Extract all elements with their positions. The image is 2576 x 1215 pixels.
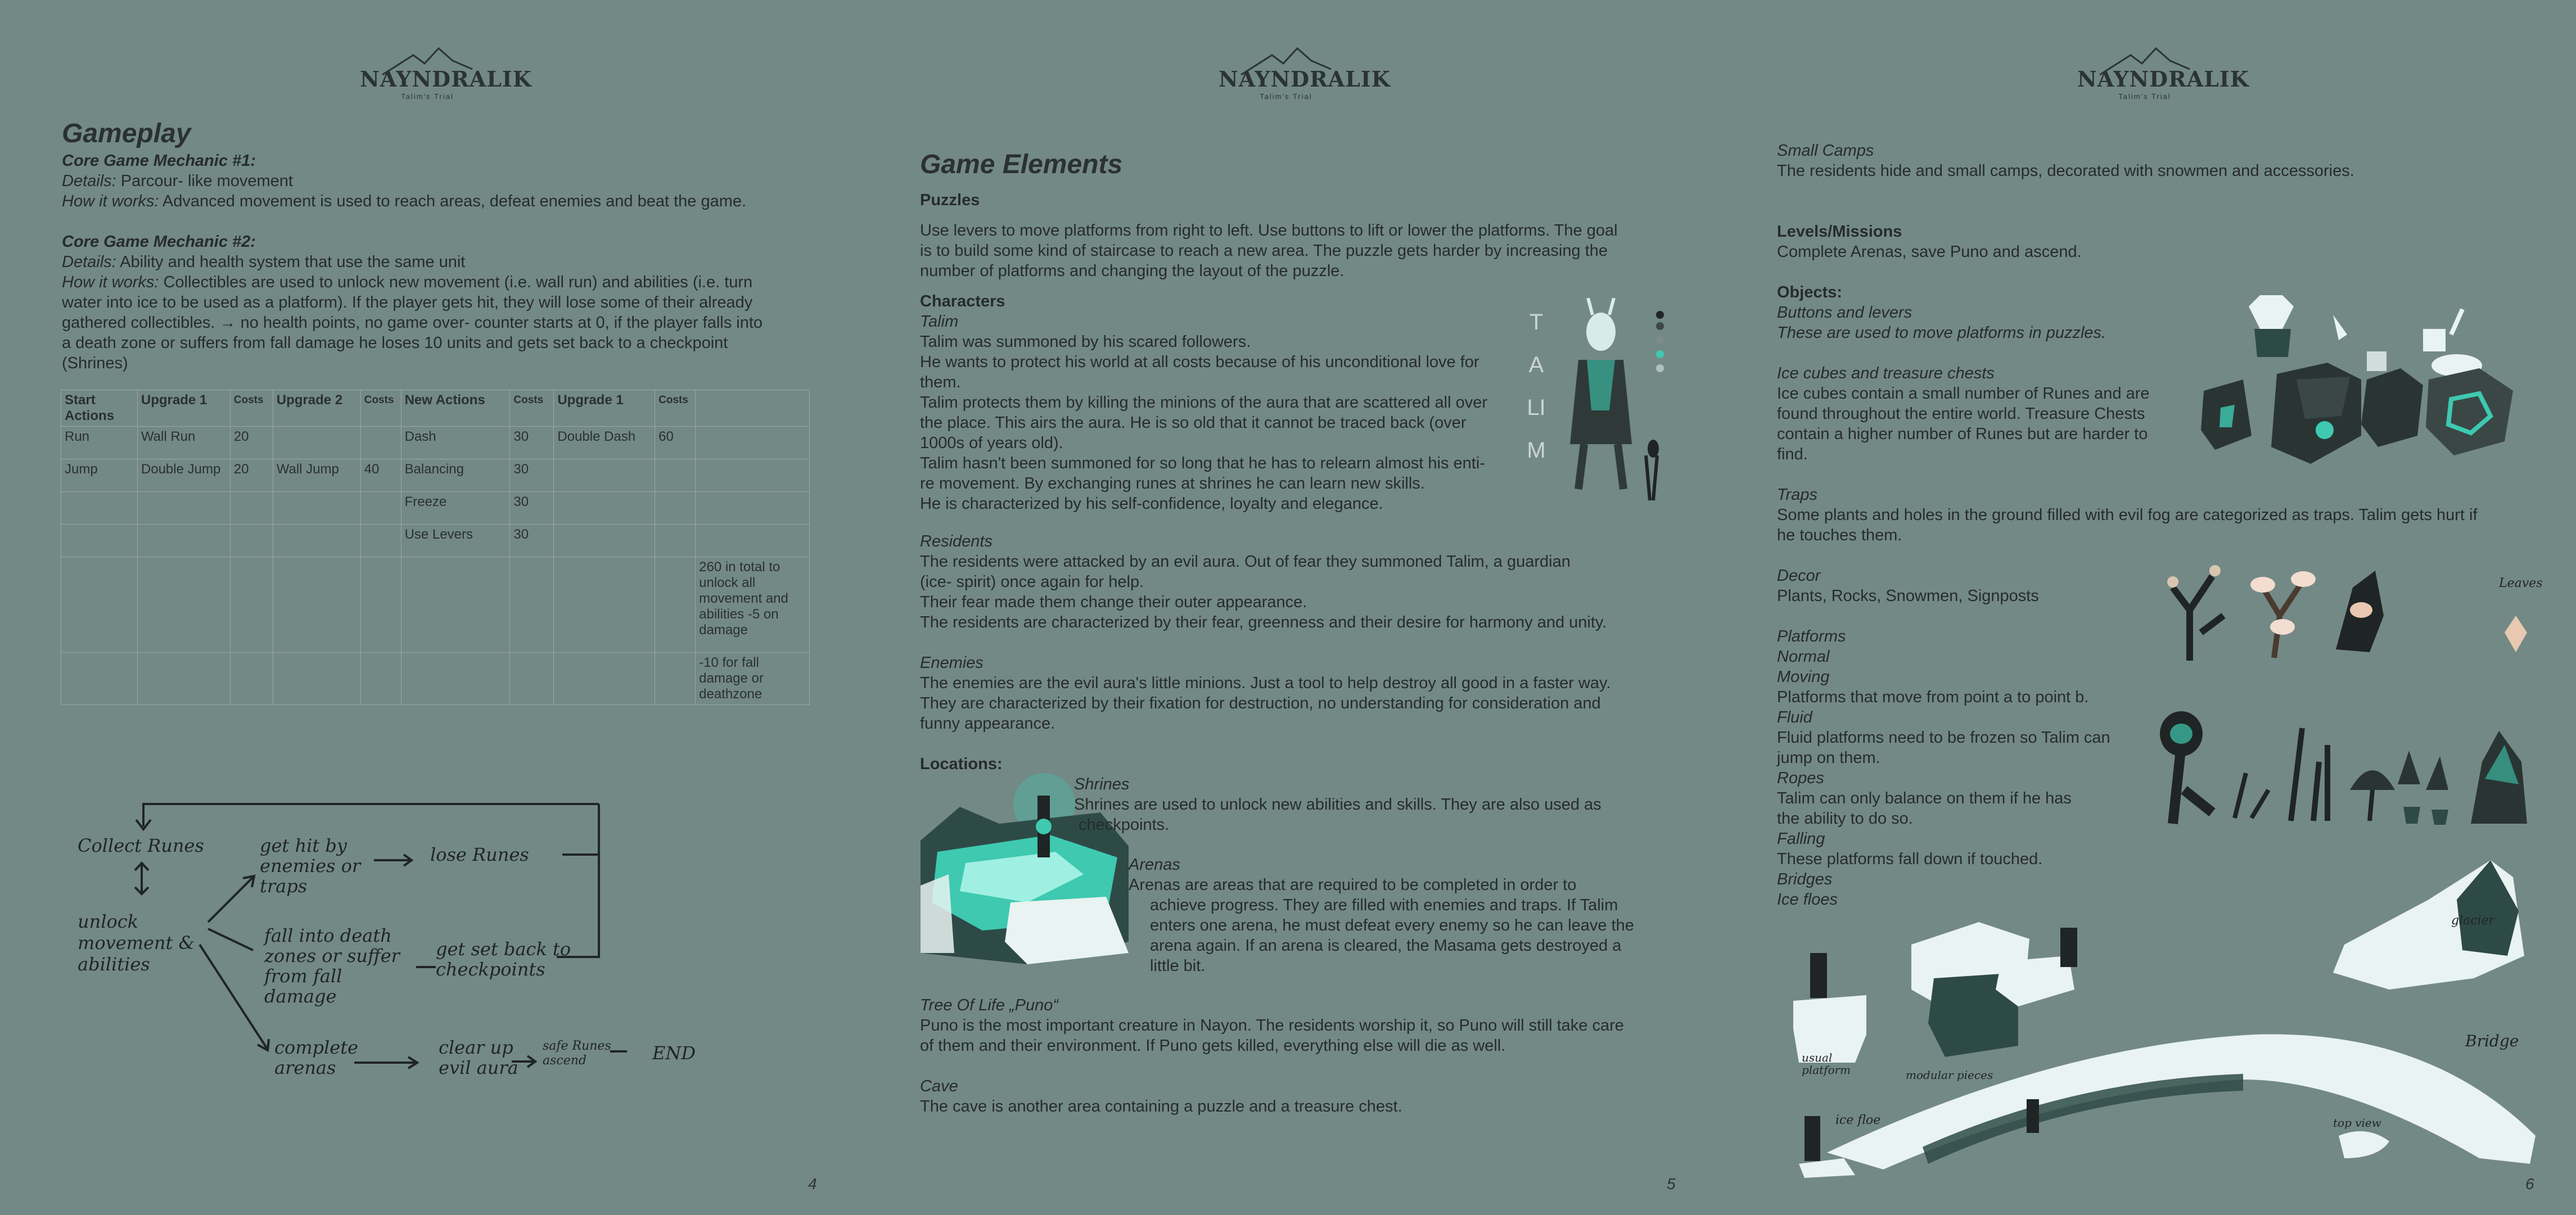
arenas-text: little bit. — [1150, 957, 1206, 975]
enemies-text: funny appearance. — [920, 715, 1055, 733]
platforms-art — [1782, 843, 2558, 1181]
talim-illustration — [1525, 298, 1671, 523]
table-header: Costs — [360, 390, 401, 427]
table-cell: 30 — [510, 427, 554, 459]
table-cell — [61, 525, 138, 557]
ice-cubes-text: Ice cubes contain a small number of Runes and are — [1777, 385, 2150, 403]
table-cell: Double Jump — [137, 459, 230, 492]
table-cell — [230, 653, 273, 705]
cost-table — [61, 390, 810, 705]
tree-of-life-section — [920, 995, 1696, 1117]
platform-bridges: Bridges — [1777, 870, 1833, 888]
arenas-heading: Arenas — [1129, 856, 1180, 874]
table-cell: 30 — [510, 492, 554, 525]
traps-heading: Traps — [1777, 486, 1817, 504]
platform-fluid-text: jump on them. — [1777, 749, 1880, 767]
platform-ropes: Ropes — [1777, 769, 1824, 787]
arenas-text: Arenas are areas that are required to be completed in order to — [1129, 876, 1577, 894]
enemies-text: The enemies are the evil aura's little minions. Just a tool to help destroy all good in a faster way. — [920, 674, 1611, 692]
puzzles-heading: Puzzles — [920, 191, 980, 209]
flow-collect-runes: Collect Runes — [78, 835, 204, 856]
table-cell: Wall Run — [137, 427, 230, 459]
page-4 — [0, 0, 859, 1215]
talim-text: 1000s of years old). — [920, 434, 1063, 452]
page-5 — [859, 0, 1717, 1215]
table-cell: Use Levers — [401, 525, 510, 557]
locations-heading: Locations: — [920, 755, 1003, 773]
table-cell — [273, 427, 360, 459]
platform-moving: Moving — [1777, 668, 1830, 686]
table-cell — [696, 525, 810, 557]
table-row — [61, 525, 810, 557]
table-cell: 30 — [510, 459, 554, 492]
logo-subtitle: Talim's Trial — [2118, 92, 2171, 101]
how-text: (Shrines) — [62, 354, 128, 372]
table-cell — [137, 653, 230, 705]
table-cell — [510, 557, 554, 653]
levels-text: Complete Arenas, save Puno and ascend. — [1777, 243, 2082, 261]
table-cell — [137, 525, 230, 557]
logo — [360, 44, 532, 106]
cave-heading: Cave — [920, 1077, 958, 1095]
table-cell — [554, 459, 655, 492]
ice-floe-label: ice floe — [1835, 1113, 1881, 1127]
table-cell — [273, 492, 360, 525]
table-cell — [360, 492, 401, 525]
residents-text: The residents were attacked by an evil aura. Out of fear they summoned Talim, a guardian — [920, 553, 1571, 571]
buttons-levers-heading: Buttons and levers — [1777, 304, 1912, 322]
arenas-section — [1129, 855, 1691, 976]
table-cell — [554, 525, 655, 557]
residents-text: (ice- spirit) once again for help. — [920, 573, 1144, 591]
table-cell — [61, 492, 138, 525]
table-header: New Actions — [401, 390, 510, 427]
mechanic-2-heading: Core Game Mechanic #2: — [62, 233, 256, 251]
mechanic-1-heading: Core Game Mechanic #1: — [62, 152, 256, 170]
table-cell: Dash — [401, 427, 510, 459]
small-camps-heading: Small Camps — [1777, 142, 1874, 160]
platform-fluid-text: Fluid platforms need to be frozen so Talim can — [1777, 729, 2110, 747]
talim-text: re movement. By exchanging runes at shrines he can learn new skills. — [920, 475, 1425, 493]
table-cell — [655, 459, 696, 492]
table-header: Start Actions — [61, 390, 138, 427]
platform-normal: Normal — [1777, 648, 1830, 666]
flow-set-back: get set back to checkpoints — [436, 938, 571, 980]
platform-falling-text: These platforms fall down if touched. — [1777, 850, 2043, 868]
table-cell — [273, 557, 360, 653]
table-header — [696, 390, 810, 427]
talim-text: the place. This airs the aura. He is so old that it cannot be traced back (over — [920, 414, 1467, 432]
table-cell — [61, 653, 138, 705]
table-row — [61, 492, 810, 525]
table-row — [61, 427, 810, 459]
table-header: Upgrade 1 — [554, 390, 655, 427]
table-cell: Wall Jump — [273, 459, 360, 492]
residents-section — [920, 531, 1679, 774]
tree-text: of them and their environment. If Puno gets killed, everything else will die as well. — [920, 1037, 1506, 1055]
ice-cubes-text: found throughout the entire world. Treasure Chests — [1777, 405, 2145, 423]
tree-text: Puno is the most important creature in Nayon. The residents worship it, so Puno will still take care — [920, 1017, 1624, 1035]
page-number: 5 — [1667, 1175, 1676, 1193]
table-cell — [655, 557, 696, 653]
table-cell: 260 in total to unlock all movement and abilities -5 on damage — [696, 557, 810, 653]
talim-text: He wants to protect his world at all costs because of his unconditional love for — [920, 353, 1479, 371]
ice-cubes-text: contain a higher number of Runes but are harder to — [1777, 425, 2148, 443]
logo-wordmark: NAYNDRALIK — [1219, 66, 1391, 92]
details-text: Ability and health system that use the same unit — [116, 253, 466, 271]
ice-cubes-text: find. — [1777, 445, 1808, 463]
platform-fluid: Fluid — [1777, 708, 1812, 726]
how-text: Collectibles are used to unlock new movement (i.e. wall run) and abilities (i.e. turn — [159, 273, 753, 291]
flow-clear-aura: clear up evil aura — [439, 1037, 518, 1078]
flow-end: END — [652, 1042, 696, 1064]
table-cell — [696, 459, 810, 492]
table-header: Upgrade 1 — [137, 390, 230, 427]
shrines-text: Shrines are used to unlock new abilities and skills. They are also used as — [1074, 796, 1601, 814]
details-text: Parcour- like movement — [116, 172, 293, 190]
table-cell: Freeze — [401, 492, 510, 525]
page-number: 4 — [808, 1175, 817, 1193]
talim-text: He is characterized by his self-confidence, loyalty and elegance. — [920, 495, 1383, 513]
flow-fall: fall into death zones or suffer from fall damage — [264, 925, 400, 1007]
table-cell: 20 — [230, 427, 273, 459]
table-cell — [510, 653, 554, 705]
table-cell — [273, 525, 360, 557]
table-header: Costs — [510, 390, 554, 427]
traps-text: Some plants and holes in the ground filled with evil fog are categorized as traps. Talim gets hurt if — [1777, 506, 2478, 524]
buttons-levers-text: These are used to move platforms in puzzles. — [1777, 324, 2106, 342]
how-text: a death zone or suffers from fall damage he loses 10 units and gets set back to a checkpoint — [62, 334, 728, 352]
logo-subtitle: Talim's Trial — [401, 92, 454, 101]
table-cell — [696, 492, 810, 525]
platform-moving-text: Platforms that move from point a to point b. — [1777, 688, 2089, 706]
puzzles-text: number of platforms and changing the layout of the puzzle. — [920, 262, 1345, 280]
decor-art — [2156, 554, 2538, 661]
enemies-text: They are characterized by their fixation for destruction, no understanding for consideration and — [920, 694, 1601, 712]
table-cell — [137, 557, 230, 653]
table-cell — [230, 492, 273, 525]
how-label: How it works: — [62, 273, 159, 291]
logo — [1219, 44, 1391, 106]
table-cell — [360, 525, 401, 557]
decor-text: Plants, Rocks, Snowmen, Signposts — [1777, 587, 2039, 605]
table-cell — [273, 653, 360, 705]
top-view-label: top view — [2333, 1116, 2381, 1130]
shrines-section — [1074, 774, 1693, 835]
details-label: Details: — [62, 172, 116, 190]
platform-ropes-text: Talim can only balance on them if he has — [1777, 789, 2072, 807]
traps-text: he touches them. — [1777, 526, 1902, 544]
table-cell — [655, 525, 696, 557]
logo-wordmark: NAYNDRALIK — [360, 66, 532, 92]
puzzles-text: Use levers to move platforms from right to left. Use buttons to lift or lower the platforms. The goal — [920, 222, 1618, 240]
table-header-row — [61, 390, 810, 427]
table-cell — [230, 525, 273, 557]
page-title: Game Elements — [920, 150, 1123, 179]
small-camps-text: The residents hide and small camps, decorated with snowmen and accessories. — [1777, 162, 2354, 180]
arenas-text: arena again. If an arena is cleared, the Masama gets destroyed a — [1150, 937, 1622, 955]
how-text: gathered collectibles. → no health points, no game over- counter starts at 0, if the player falls into — [62, 314, 763, 332]
table-cell — [401, 653, 510, 705]
talim-heading: Talim — [920, 313, 959, 331]
shrines-heading: Shrines — [1074, 775, 1130, 793]
how-text: water into ice to be used as a platform). If the player gets hit, they will lose some of their already — [62, 293, 753, 311]
residents-text: Their fear made them change their outer appearance. — [920, 593, 1307, 611]
table-cell — [655, 492, 696, 525]
puzzles-text: is to build some kind of staircase to reach a new area. The puzzle gets harder by increasing the — [920, 242, 1608, 260]
table-cell — [554, 492, 655, 525]
flow-safe-runes: safe Runes ascend — [543, 1039, 611, 1068]
modular-pieces-label: modular pieces — [1906, 1068, 1993, 1082]
talim-text: Talim was summoned by his scared followers. — [920, 333, 1251, 351]
ice-cubes-heading: Ice cubes and treasure chests — [1777, 364, 1995, 382]
logo-wordmark: NAYNDRALIK — [2077, 66, 2249, 92]
table-cell: 30 — [510, 525, 554, 557]
table-row — [61, 459, 810, 492]
residents-heading: Residents — [920, 532, 992, 550]
table-row — [61, 653, 810, 705]
page-title: Gameplay — [62, 119, 191, 148]
usual-platform-label: usual platform — [1802, 1051, 1851, 1077]
flow-get-hit: get hit by enemies or traps — [260, 835, 361, 897]
platform-falling: Falling — [1777, 830, 1825, 848]
leaves-label: Leaves — [2499, 576, 2543, 590]
table-cell — [360, 653, 401, 705]
table-cell — [61, 557, 138, 653]
table-cell — [655, 653, 696, 705]
table-cell: Balancing — [401, 459, 510, 492]
platform-ropes-text: the ability to do so. — [1777, 810, 1913, 828]
table-cell — [230, 557, 273, 653]
tree-heading: Tree Of Life „Puno“ — [920, 996, 1059, 1014]
enemies-heading: Enemies — [920, 654, 984, 672]
flow-complete-arenas: complete arenas — [274, 1037, 358, 1078]
characters-heading: Characters — [920, 292, 1005, 310]
table-cell — [360, 557, 401, 653]
arenas-text: enters one arena, he must defeat every enemy so he can leave the — [1150, 916, 1634, 934]
talim-text: Talim hasn't been summoned for so long that he has to relearn almost his enti- — [920, 454, 1485, 472]
table-cell — [554, 557, 655, 653]
table-cell: Double Dash — [554, 427, 655, 459]
table-cell — [401, 557, 510, 653]
talim-vertical-label: TALIM — [1527, 310, 1546, 463]
levels-heading: Levels/Missions — [1777, 223, 1902, 241]
table-cell — [360, 427, 401, 459]
table-cell: -10 for fall damage or deathzone — [696, 653, 810, 705]
table-header: Costs — [655, 390, 696, 427]
puzzles-section — [920, 190, 1679, 281]
table-cell: 40 — [360, 459, 401, 492]
table-cell — [554, 653, 655, 705]
shrines-text: checkpoints. — [1079, 816, 1170, 834]
glacier-label: glacier — [2451, 914, 2495, 928]
details-label: Details: — [62, 253, 116, 271]
table-header: Costs — [230, 390, 273, 427]
page-6 — [1717, 0, 2576, 1215]
table-cell — [137, 492, 230, 525]
table-header: Upgrade 2 — [273, 390, 360, 427]
flow-lose-runes: lose Runes — [430, 844, 529, 865]
logo-subtitle: Talim's Trial — [1260, 92, 1312, 101]
table-cell: 20 — [230, 459, 273, 492]
arenas-text: achieve progress. They are filled with enemies and traps. If Talim — [1150, 896, 1618, 914]
table-cell: Jump — [61, 459, 138, 492]
decor-heading: Decor — [1777, 567, 1821, 585]
table-cell: Run — [61, 427, 138, 459]
objects-heading: Objects: — [1777, 283, 1843, 301]
platform-ice-floes: Ice floes — [1777, 891, 1838, 909]
how-text: Advanced movement is used to reach areas, defeat enemies and beat the game. — [159, 192, 747, 210]
characters-section — [920, 291, 1516, 514]
talim-text: them. — [920, 373, 961, 391]
objects-art — [2198, 295, 2524, 481]
residents-text: The residents are characterized by their fear, greenness and their desire for harmony and unity. — [920, 613, 1607, 631]
bridge-label: Bridge — [2465, 1032, 2519, 1050]
table-cell — [696, 427, 810, 459]
platforms-heading: Platforms — [1777, 627, 1846, 645]
plants-art — [2133, 677, 2538, 826]
flow-unlock: unlock movement & abilities — [78, 911, 195, 975]
page-number: 6 — [2525, 1175, 2534, 1193]
table-cell: 60 — [655, 427, 696, 459]
table-row — [61, 557, 810, 653]
mechanic-1 — [62, 151, 838, 373]
logo — [2077, 44, 2249, 106]
talim-text: Talim protects them by killing the minions of the aura that are scattered all over — [920, 394, 1488, 412]
how-label: How it works: — [62, 192, 159, 210]
cave-text: The cave is another area containing a puzzle and a treasure chest. — [920, 1097, 1402, 1115]
